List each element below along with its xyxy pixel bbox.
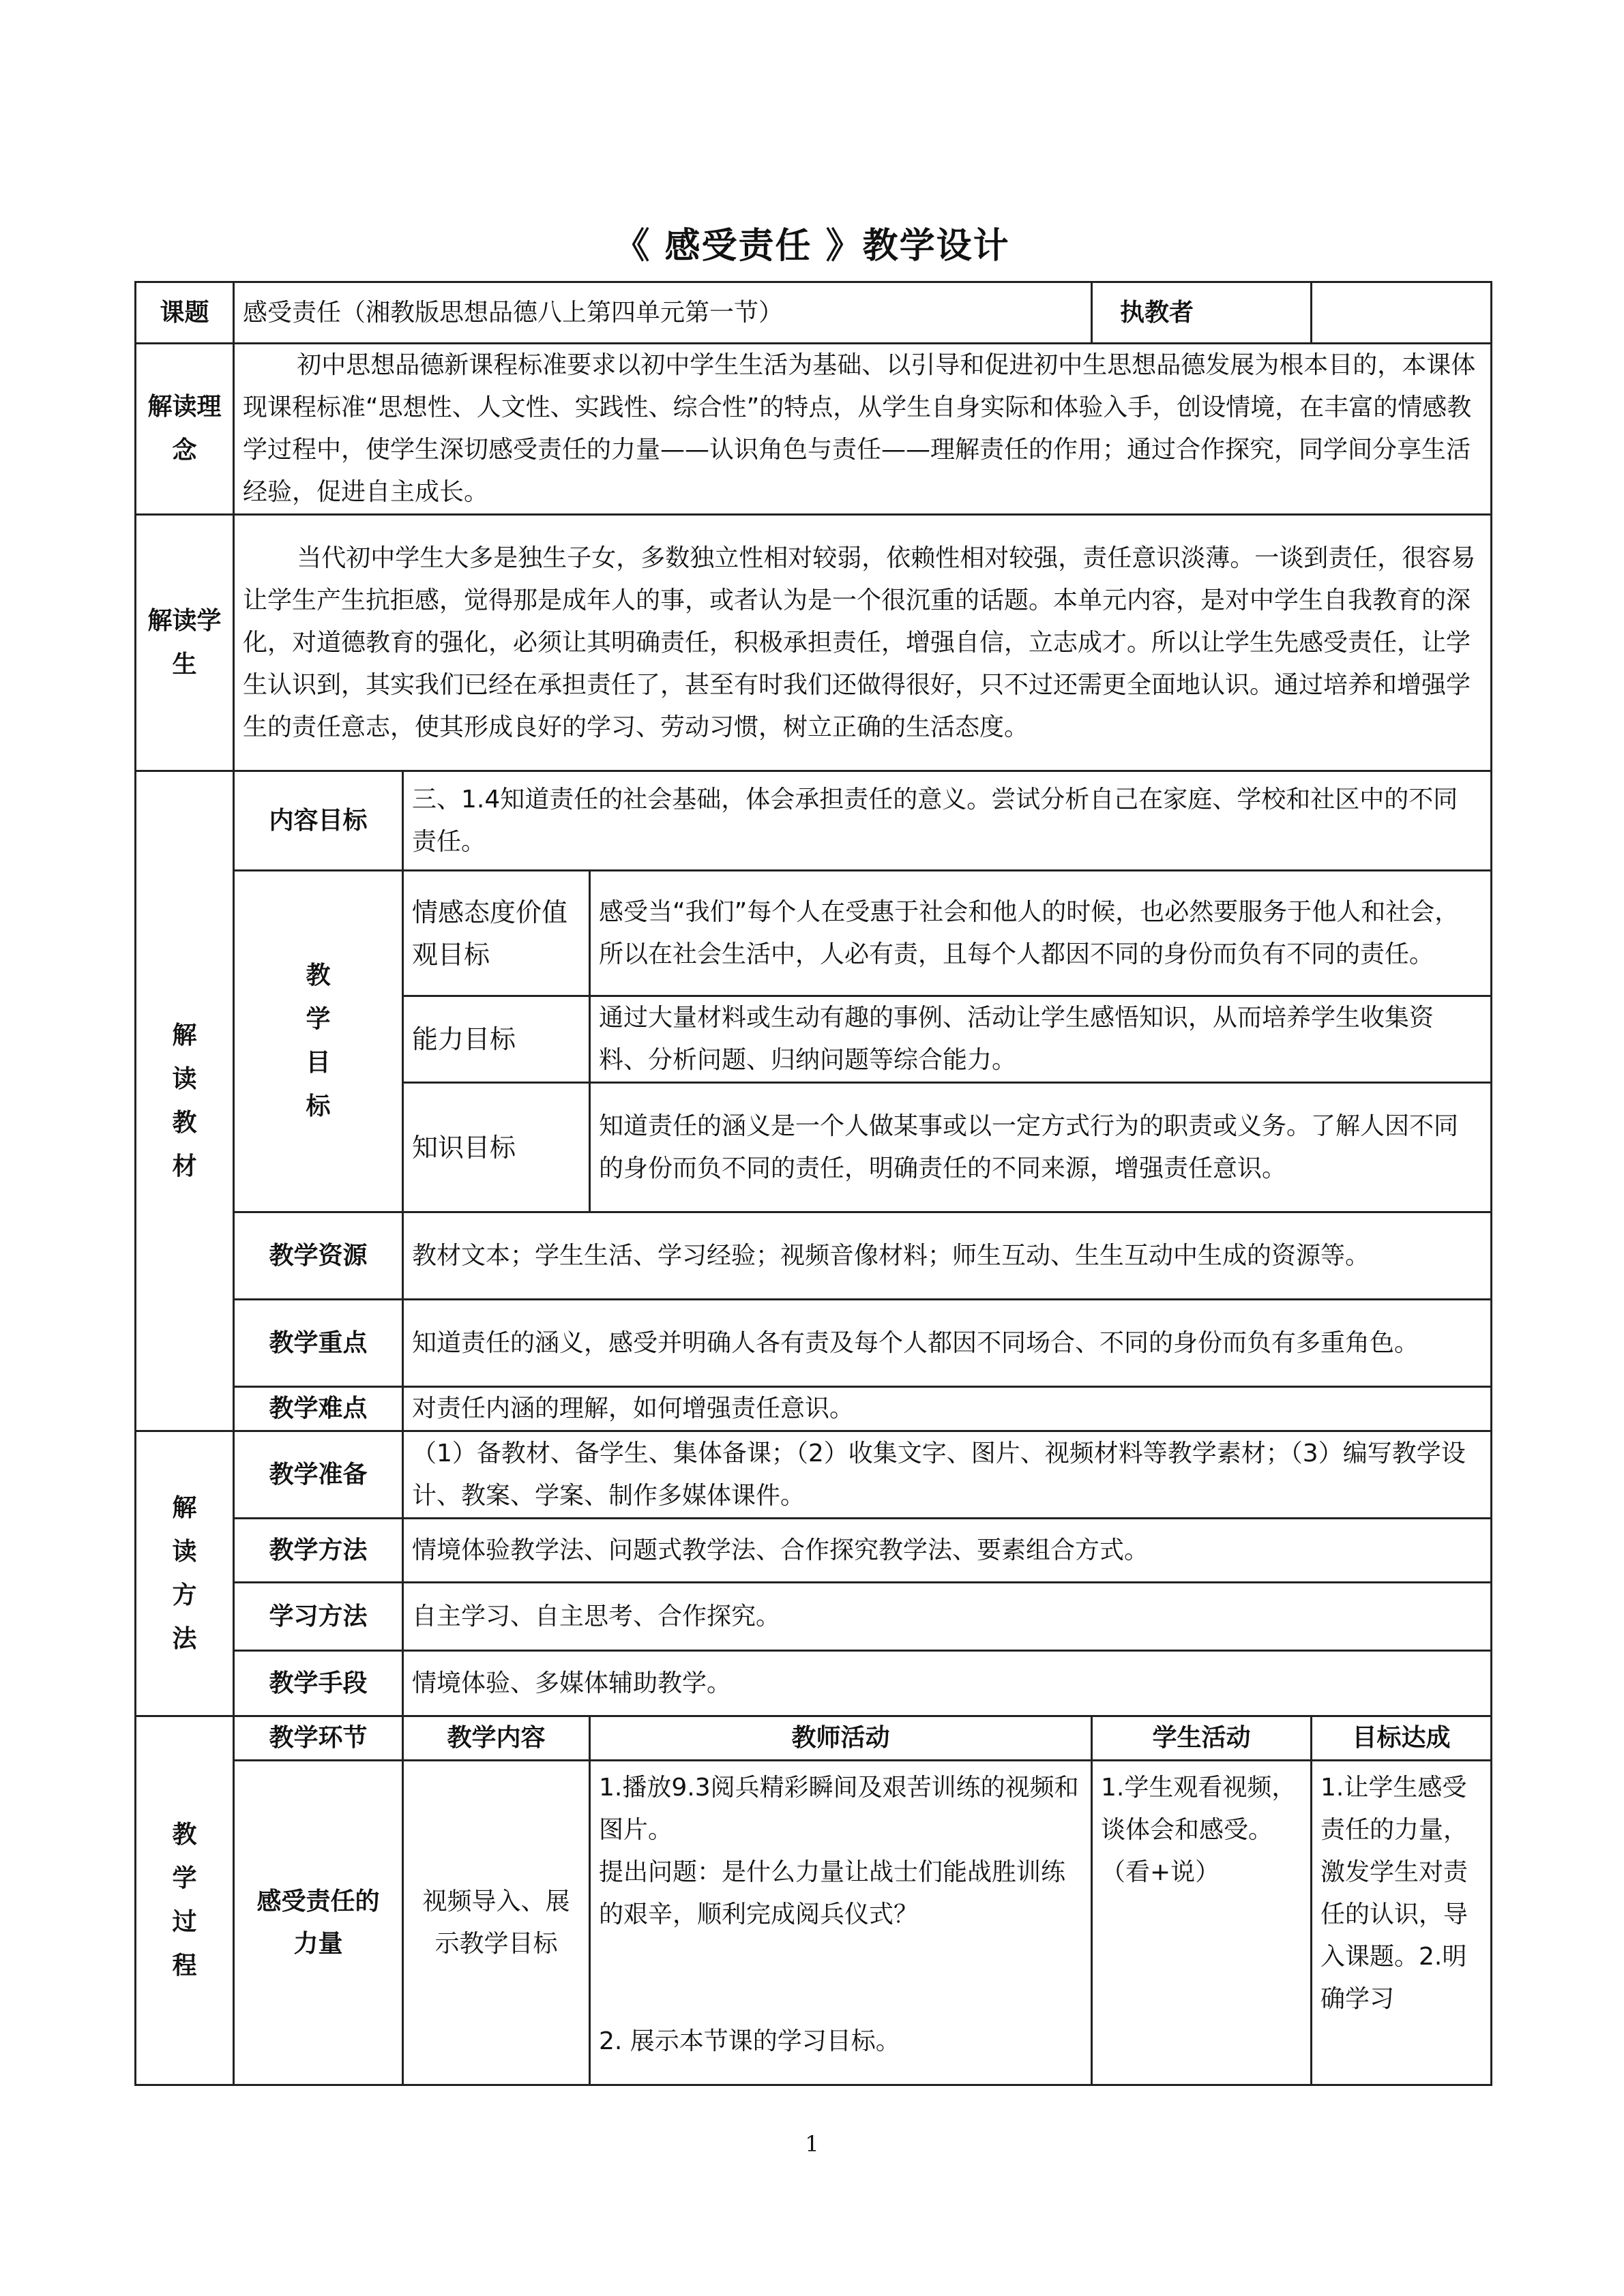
process-header-stage: 教学环节 [234, 1716, 403, 1761]
page-number: 1 [805, 2131, 819, 2157]
process-label: 教学过程 [136, 1716, 234, 2085]
key-point-label: 教学重点 [234, 1300, 403, 1387]
topic-row [136, 282, 1492, 344]
prep-text: （1）备教材、备学生、集体备课；（2）收集文字、图片、视频材料等教学素材；（3）编写教学设计、教案、学案、制作多媒体课件。 [403, 1431, 1492, 1519]
philosophy-row [136, 344, 1492, 515]
key-point-text: 知道责任的涵义，感受并明确人各有责及每个人都因不同场合、不同的身份而负有多重角色。 [403, 1300, 1492, 1387]
means-row [136, 1651, 1492, 1716]
teach-method-text: 情境体验教学法、问题式教学法、合作探究教学法、要素组合方式。 [403, 1519, 1492, 1583]
emotion-goal-label: 情感态度价值观目标 [403, 871, 590, 996]
resources-row [136, 1212, 1492, 1300]
students-text: 当代初中学生大多是独生子女，多数独立性相对较弱，依赖性相对较强，责任意识淡薄。一谈到责任，很容易让学生产生抗拒感，觉得那是成年人的事，或者认为是一个很沉重的话题。本单元内容，是对中学生自我教育的深化，对道德教育的强化，必须让其明确责任，积极承担责任，增强自信，立志成才。所以让学生先感受责任，让学生认识到，其实我们已经在承担责任了，甚至有时我们还做得很好，只不过还需更全面地认识。通过培养和增强学生的责任意志，使其形成良好的学习、劳动习惯，树立正确的生活态度。 [234, 515, 1492, 771]
philosophy-text: 初中思想品德新课程标准要求以初中学生生活为基础、以引导和促进初中生思想品德发展为根本目的，本课体现课程标准“思想性、人文性、实践性、综合性”的特点，从学生自身实际和体验入手，创设情境，在丰富的情感教学过程中，使学生深切感受责任的力量——认识角色与责任——理解责任的作用；通过合作探究，同学间分享生活经验，促进自主成长。 [234, 344, 1492, 515]
philosophy-label: 解读理念 [136, 344, 234, 515]
process-header-row [136, 1716, 1492, 1761]
resources-label: 教学资源 [234, 1212, 403, 1300]
teach-method-label: 教学方法 [234, 1519, 403, 1583]
difficulty-text: 对责任内涵的理解，如何增强责任意识。 [403, 1387, 1492, 1431]
process-header-student: 学生活动 [1092, 1716, 1312, 1761]
process-student: 1.学生观看视频，谈体会和感受。（看+说） [1092, 1761, 1312, 2085]
content-goal-row [136, 771, 1492, 871]
process-content: 视频导入、展示教学目标 [403, 1761, 590, 2085]
process-header-content: 教学内容 [403, 1716, 590, 1761]
ability-goal-text: 通过大量材料或生动有趣的事例、活动让学生感悟知识，从而培养学生收集资料、分析问题、归纳问题等综合能力。 [590, 996, 1492, 1083]
teacher-spacer [599, 1936, 1082, 2021]
lesson-plan-table [134, 281, 1492, 2086]
emotion-goal-row [136, 871, 1492, 996]
learn-method-label: 学习方法 [234, 1583, 403, 1651]
knowledge-goal-text: 知道责任的涵义是一个人做某事或以一定方式行为的职责或义务。了解人因不同的身份而负不同的责任，明确责任的不同来源，增强责任意识。 [590, 1083, 1492, 1212]
topic-label: 课题 [136, 282, 234, 344]
means-label: 教学手段 [234, 1651, 403, 1716]
topic-value: 感受责任（湘教版思想品德八上第四单元第一节） [234, 282, 1092, 344]
page-title: 《 感受责任 》教学设计 [614, 226, 1010, 267]
students-row [136, 515, 1492, 771]
process-teacher-cell [590, 1761, 1092, 2085]
teacher-value [1312, 282, 1492, 344]
difficulty-row [136, 1387, 1492, 1431]
key-point-row [136, 1300, 1492, 1387]
process-header-teacher: 教师活动 [590, 1716, 1092, 1761]
goals-label: 教学目标 [234, 871, 403, 1212]
materials-label: 解读教材 [136, 771, 234, 1431]
methods-label: 解读方法 [136, 1431, 234, 1716]
prep-row [136, 1431, 1492, 1519]
content-goal-label: 内容目标 [234, 771, 403, 871]
resources-text: 教材文本；学生生活、学习经验；视频音像材料；师生互动、生生互动中生成的资源等。 [403, 1212, 1492, 1300]
learn-method-text: 自主学习、自主思考、合作探究。 [403, 1583, 1492, 1651]
means-text: 情境体验、多媒体辅助教学。 [403, 1651, 1492, 1716]
teacher-activity-2: 提出问题：是什么力量让战士们能战胜训练的艰辛，顺利完成阅兵仪式？ [599, 1858, 1066, 1928]
knowledge-goal-label: 知识目标 [403, 1083, 590, 1212]
process-goal: 1.让学生感受责任的力量，激发学生对责任的认识，导入课题。2.明确学习 [1312, 1761, 1492, 2085]
emotion-goal-text: 感受当“我们”每个人在受惠于社会和他人的时候，也必然要服务于他人和社会，所以在社会生活中，人必有责，且每个人都因不同的身份而负有不同的责任。 [590, 871, 1492, 996]
students-label: 解读学生 [136, 515, 234, 771]
process-row [136, 1761, 1492, 2085]
teach-method-row [136, 1519, 1492, 1583]
learn-method-row [136, 1583, 1492, 1651]
process-header-goal: 目标达成 [1312, 1716, 1492, 1761]
content-goal-text: 三、1.4知道责任的社会基础，体会承担责任的意义。尝试分析自己在家庭、学校和社区中的不同责任。 [403, 771, 1492, 871]
ability-goal-label: 能力目标 [403, 996, 590, 1083]
teacher-activity-1: 1.播放9.3阅兵精彩瞬间及艰苦训练的视频和图片。 [599, 1774, 1079, 1844]
process-stage: 感受责任的力量 [234, 1761, 403, 2085]
teacher-activity-3: 2. 展示本节课的学习目标。 [599, 2027, 900, 2055]
teacher-label: 执教者 [1092, 282, 1312, 344]
prep-label: 教学准备 [234, 1431, 403, 1519]
difficulty-label: 教学难点 [234, 1387, 403, 1431]
